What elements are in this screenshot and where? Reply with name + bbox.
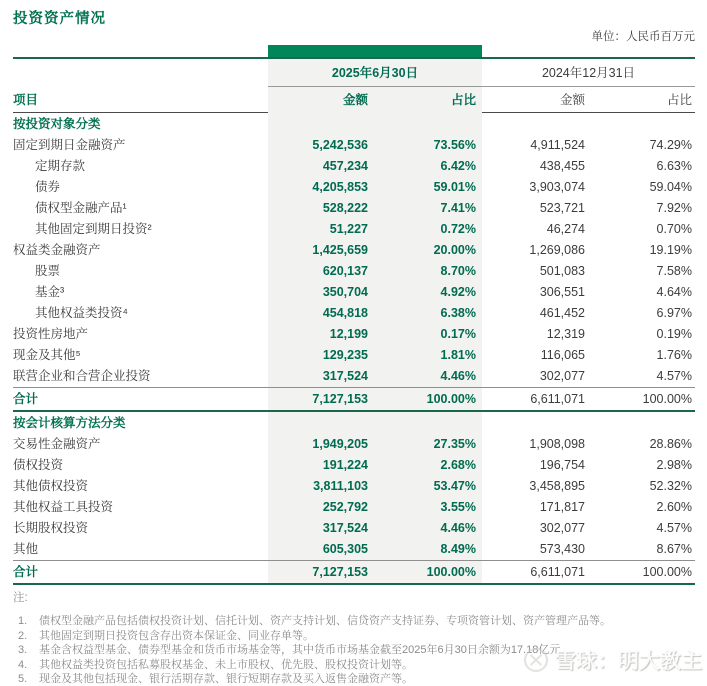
accent-bar: [268, 45, 482, 57]
amount-2025-cell: 4,205,853: [268, 177, 368, 198]
row-label: 基金³: [35, 285, 65, 299]
table-row: [13, 198, 695, 219]
amount-2025-cell: 3,811,103: [268, 476, 368, 497]
ratio-2025-cell: 3.55%: [368, 497, 482, 518]
amount-2025-cell: 12,199: [268, 324, 368, 345]
amount-2024-cell: 46,274: [546, 222, 585, 236]
ratio-2024-cell: 1.76%: [656, 348, 692, 362]
amount-2025-cell: 1,949,205: [268, 434, 368, 455]
ratio-2024-cell: 52.32%: [649, 479, 692, 493]
table-row: [13, 324, 695, 345]
watermark: [523, 645, 702, 675]
table-row: [13, 303, 695, 324]
ratio-2025-cell: 4.46%: [368, 518, 482, 539]
footnote-number: 1.: [18, 615, 28, 627]
xueqiu-snowball-logo-icon: [523, 647, 549, 673]
row-label: 固定到期日金融资产: [13, 138, 126, 152]
amount-2025-cell: [268, 412, 368, 434]
investment-assets-table: [13, 57, 695, 585]
ratio-2025-cell: 8.70%: [368, 261, 482, 282]
footnote-number: 5.: [18, 673, 28, 686]
amount-2025-cell: 317,524: [268, 518, 368, 539]
amount-2024-cell: 1,908,098: [529, 437, 585, 451]
amount-2025-cell: 1,425,659: [268, 240, 368, 261]
row-label: 合计: [13, 392, 39, 406]
col-header-date-2024: 2024年12月31日: [482, 59, 695, 87]
col-header-date-2025: 2025年6月30日: [268, 59, 482, 87]
amount-2024-cell: 116,065: [540, 348, 585, 362]
ratio-2024-cell: 100.00%: [642, 565, 692, 579]
table-row: [13, 261, 695, 282]
row-label: 其他债权投资: [13, 479, 89, 493]
footnote-text: 其他权益类投资包括私募股权基金、未上市股权、优先股、股权投资计划等。: [39, 658, 413, 671]
table-row: [13, 497, 695, 518]
table-row: [13, 476, 695, 497]
table-row: [13, 455, 695, 476]
footnote-item: [13, 629, 695, 644]
amount-2025-cell: 51,227: [268, 219, 368, 240]
table-row: [13, 434, 695, 455]
amount-2024-cell: 6,611,071: [530, 565, 585, 579]
amount-2024-cell: 12,319: [546, 327, 585, 341]
total-row: [13, 387, 695, 412]
col-header-ratio-2024: 占比: [666, 93, 692, 107]
col-header-amount-2024: 金额: [559, 93, 585, 107]
row-label: 其他固定到期日投资²: [35, 222, 152, 236]
col-header-ratio-2025: 占比: [368, 87, 482, 113]
amount-2024-cell: 306,551: [539, 285, 585, 299]
amount-2024-cell: 438,455: [539, 159, 585, 173]
ratio-2025-cell: [368, 412, 482, 434]
ratio-2024-cell: 28.86%: [649, 437, 692, 451]
ratio-2024-cell: 59.04%: [649, 180, 692, 194]
amount-2025-cell: 620,137: [268, 261, 368, 282]
row-label: 其他: [13, 542, 39, 556]
footnote-item: [13, 614, 695, 629]
col-header-item: 项目: [13, 93, 39, 107]
footnotes-label: 注:: [13, 592, 28, 604]
table-row: [13, 539, 695, 560]
amount-2024-cell: 573,430: [539, 542, 585, 556]
amount-2025-cell: 605,305: [268, 539, 368, 560]
ratio-2024-cell: 0.70%: [656, 222, 692, 236]
row-label: 按会计核算方法分类: [13, 416, 126, 430]
table-row: [13, 366, 695, 387]
ratio-2024-cell: [585, 412, 695, 434]
date-header-row: [13, 59, 695, 87]
ratio-2025-cell: 6.42%: [368, 156, 482, 177]
amount-2025-cell: 350,704: [268, 282, 368, 303]
ratio-2025-cell: 27.35%: [368, 434, 482, 455]
ratio-2025-cell: 53.47%: [368, 476, 482, 497]
ratio-2024-cell: 4.57%: [656, 521, 692, 535]
row-label: 投资性房地产: [13, 327, 89, 341]
amount-2024-cell: 3,903,074: [529, 180, 585, 194]
ratio-2025-cell: 2.68%: [368, 455, 482, 476]
ratio-2025-cell: 0.17%: [368, 324, 482, 345]
amount-2025-cell: 129,235: [268, 345, 368, 366]
table-body: [13, 113, 695, 585]
total-row: [13, 560, 695, 585]
row-label: 债券: [35, 180, 61, 194]
ratio-2025-cell: 4.46%: [368, 366, 482, 387]
amount-2025-cell: 528,222: [268, 198, 368, 219]
amount-2024-cell: 4,911,524: [530, 138, 585, 152]
amount-2024-cell: 196,754: [539, 458, 585, 472]
ratio-2024-cell: [585, 113, 695, 135]
footnote-number: 3.: [18, 644, 28, 657]
table-row: [13, 240, 695, 261]
ratio-2025-cell: 0.72%: [368, 219, 482, 240]
row-label: 股票: [35, 264, 61, 278]
amount-2024-cell: 6,611,071: [530, 392, 585, 406]
table-row: [13, 345, 695, 366]
amount-2025-cell: 454,818: [268, 303, 368, 324]
amount-2025-cell: 457,234: [268, 156, 368, 177]
ratio-2024-cell: 0.19%: [656, 327, 692, 341]
ratio-2024-cell: 2.98%: [656, 458, 692, 472]
ratio-2024-cell: 7.92%: [656, 201, 692, 215]
row-label: 联营企业和合营企业投资: [13, 369, 151, 383]
ratio-2024-cell: 2.60%: [656, 500, 692, 514]
table-row: [13, 156, 695, 177]
ratio-2025-cell: 20.00%: [368, 240, 482, 261]
ratio-2025-cell: 100.00%: [368, 388, 482, 410]
ratio-2025-cell: 8.49%: [368, 539, 482, 560]
row-label: 交易性金融资产: [13, 437, 101, 451]
amount-2024-cell: 501,083: [539, 264, 585, 278]
amount-2024-cell: [482, 412, 585, 434]
ratio-2025-cell: 73.56%: [368, 135, 482, 156]
amount-2024-cell: 461,452: [539, 306, 585, 320]
ratio-2025-cell: 4.92%: [368, 282, 482, 303]
footnote-number: 2.: [18, 629, 28, 642]
table-row: [13, 135, 695, 156]
unit-label: 单位：人民币百万元: [591, 31, 695, 43]
table-row: [13, 282, 695, 303]
section-header-row: [13, 113, 695, 135]
amount-2025-cell: 5,242,536: [268, 135, 368, 156]
amount-2025-cell: 7,127,153: [268, 388, 368, 410]
amount-2024-cell: 302,077: [539, 369, 585, 383]
footnote-text: 债权型金融产品包括债权投资计划、信托计划、资产支持计划、信贷资产支持证券、专项资管计划、资产管理产品等。: [39, 615, 611, 627]
col-header-amount-2025: 金额: [268, 87, 368, 113]
table-row: [13, 518, 695, 539]
ratio-2025-cell: 100.00%: [368, 561, 482, 583]
footnote-text: 基金含权益型基金、债券型基金和货币市场基金等，其中货币市场基金截至2025年6月30日余额为17.18亿元。: [39, 644, 572, 657]
row-label: 其他权益工具投资: [13, 500, 114, 514]
ratio-2024-cell: 4.64%: [656, 285, 692, 299]
footnote-text: 现金及其他包括现金、银行活期存款、银行短期存款及买入返售金融资产等。: [39, 673, 413, 686]
row-label: 债权型金融产品¹: [35, 201, 127, 215]
ratio-2025-cell: 7.41%: [368, 198, 482, 219]
section-header-row: [13, 412, 695, 434]
column-header-row: [13, 87, 695, 113]
row-label: 其他权益类投资⁴: [35, 306, 128, 320]
ratio-2024-cell: 74.29%: [649, 138, 692, 152]
ratio-2024-cell: 6.97%: [656, 306, 692, 320]
row-label: 债权投资: [13, 458, 64, 472]
ratio-2024-cell: 19.19%: [649, 243, 692, 257]
row-label: 权益类金融资产: [13, 243, 101, 257]
amount-2025-cell: [268, 113, 368, 135]
ratio-2025-cell: 6.38%: [368, 303, 482, 324]
amount-2025-cell: 7,127,153: [268, 561, 368, 583]
ratio-2024-cell: 8.67%: [656, 542, 692, 556]
table-row: [13, 219, 695, 240]
row-label: 长期股权投资: [13, 521, 89, 535]
amount-2025-cell: 317,524: [268, 366, 368, 387]
amount-2024-cell: 3,458,895: [529, 479, 585, 493]
amount-2024-cell: 523,721: [539, 201, 585, 215]
page-title: 投资资产情况: [13, 11, 106, 27]
ratio-2024-cell: 4.57%: [656, 369, 692, 383]
amount-2024-cell: 1,269,086: [529, 243, 585, 257]
footnote-text: 其他固定到期日投资包含存出资本保证金、同业存单等。: [39, 629, 314, 642]
amount-2025-cell: 252,792: [268, 497, 368, 518]
row-label: 定期存款: [35, 159, 86, 173]
ratio-2024-cell: 100.00%: [642, 392, 692, 406]
amount-2024-cell: 171,817: [539, 500, 585, 514]
footnote-number: 4.: [18, 658, 28, 671]
ratio-2024-cell: 6.63%: [656, 159, 692, 173]
row-label: 按投资对象分类: [13, 117, 101, 131]
ratio-2024-cell: 7.58%: [656, 264, 692, 278]
ratio-2025-cell: [368, 113, 482, 135]
row-label: 现金及其他⁵: [13, 348, 81, 362]
amount-2025-cell: 191,224: [268, 455, 368, 476]
amount-2024-cell: [482, 113, 585, 135]
ratio-2025-cell: 59.01%: [368, 177, 482, 198]
table-row: [13, 177, 695, 198]
ratio-2025-cell: 1.81%: [368, 345, 482, 366]
row-label: 合计: [13, 565, 39, 579]
amount-2024-cell: 302,077: [539, 521, 585, 535]
watermark-text: 雪球：明大教主: [555, 650, 702, 673]
